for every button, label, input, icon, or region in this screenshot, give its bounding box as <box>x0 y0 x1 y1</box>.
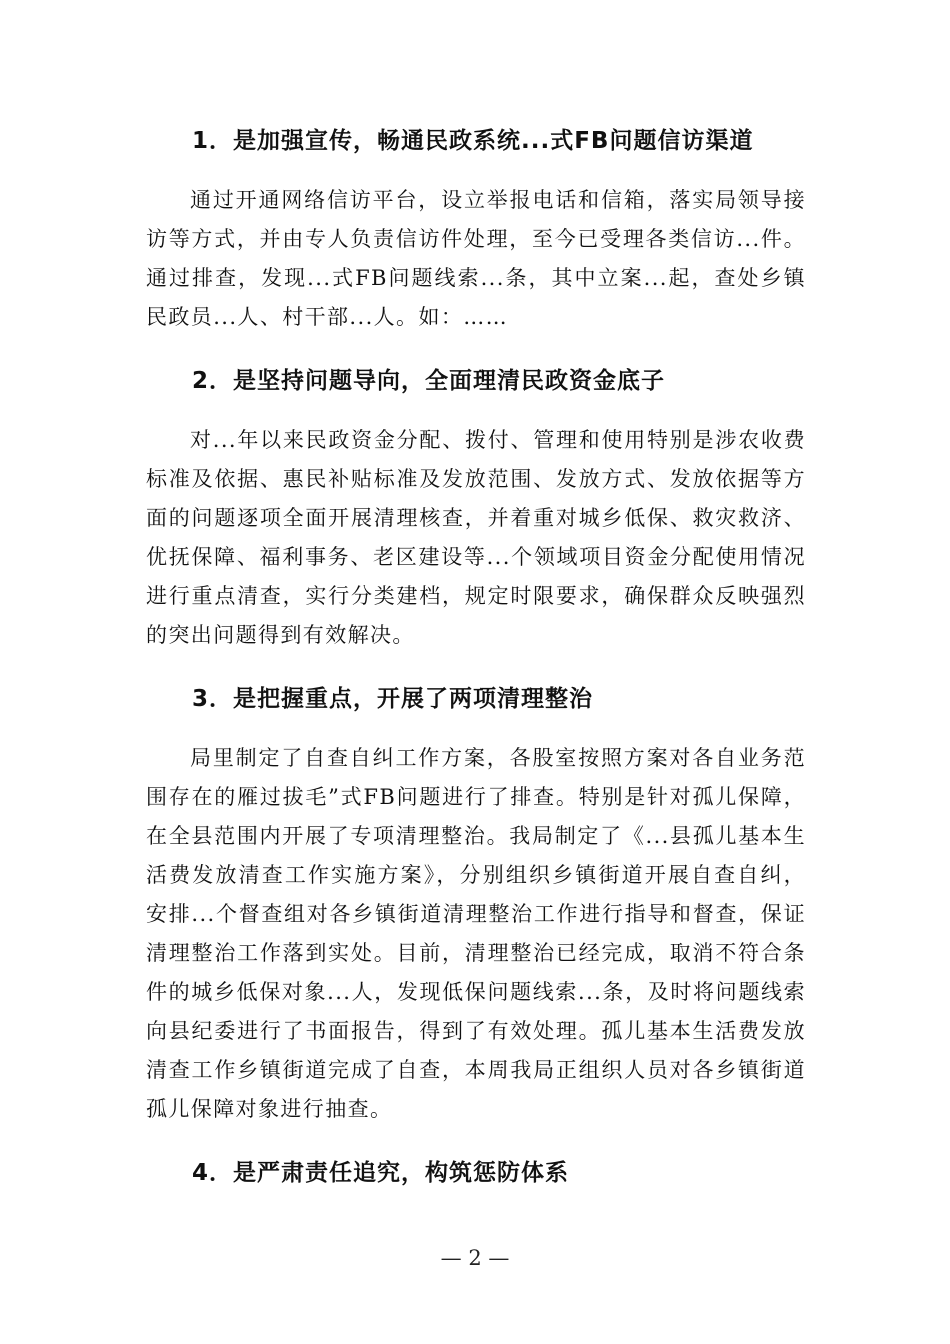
section-1-heading: 1．是加强宣传，畅通民政系统...式FB问题信访渠道 <box>192 128 754 154</box>
page-number: — 2 — <box>440 1246 510 1270</box>
section-1-body: 通过开通网络信访平台，设立举报电话和信箱，落实局领导接访等方式，并由专人负责信访件处理，至今已受理各类信访...件。通过排查，发现...式FB问题线索...条，其中立案...起，查处乡镇民政员...人、村干部...人。如：…… <box>146 188 807 329</box>
section-4-heading: 4．是严肃责任追究，构筑惩防体系 <box>192 1160 570 1186</box>
section-2-heading: 2．是坚持问题导向，全面理清民政资金底子 <box>192 368 666 394</box>
section-3-body: 局里制定了自查自纠工作方案，各股室按照方案对各自业务范围存在的雁过拔毛”式FB问题进行了排查。特别是针对孤儿保障，在全县范围内开展了专项清理整治。我局制定了《...县孤儿基本生活费发放清查工作实施方案》，分别组织乡镇街道开展自查自纠，安排...个督查组对各乡镇街道清理整治工作进行指导和督查，保证清理整治工作落到实处。目前，清理整治已经完成，取消不符合条件的城乡低保对象...人，发现低保问题线索...条，及时将问题线索向县纪委进行了书面报告，得到了有效处理。孤儿基本生活费发放清查工作乡镇街道完成了自查，本周我局正组织人员对各乡镇街道孤儿保障对象进行抽查。 <box>146 746 806 1121</box>
section-2-body: 对...年以来民政资金分配、拨付、管理和使用特别是涉农收费标准及依据、惠民补贴标准及发放范围、发放方式、发放依据等方面的问题逐项全面开展清理核查，并着重对城乡低保、救灾救济、优抚保障、福利事务、老区建设等...个领域项目资金分配使用情况进行重点清查，实行分类建档，规定时限要求，确保群众反映强烈的突出问题得到有效解决。 <box>146 428 806 647</box>
section-3-heading: 3．是把握重点，开展了两项清理整治 <box>192 686 594 712</box>
document-page <box>146 118 806 1196</box>
